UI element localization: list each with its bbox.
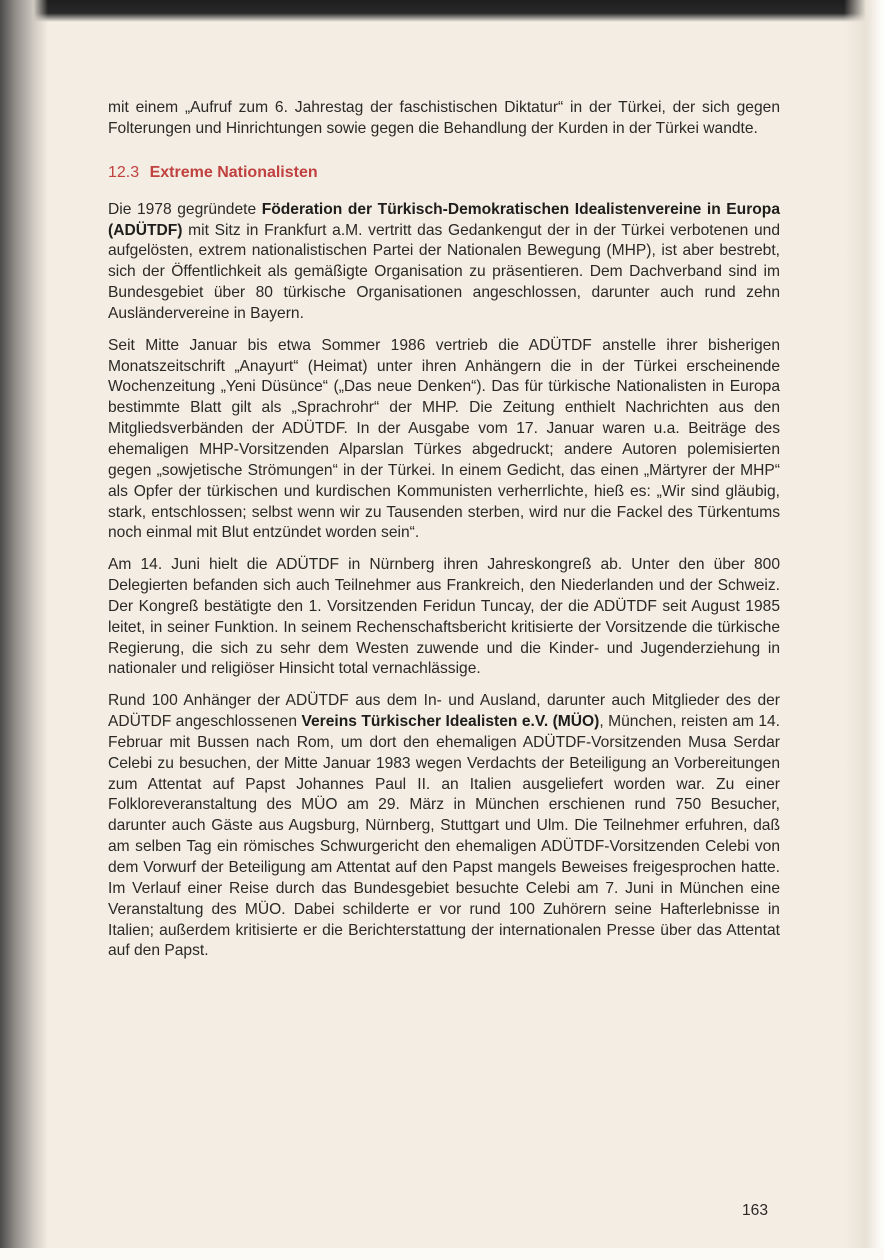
organization-name: Vereins Türkischer Idealisten e.V. (MÜO) [301,713,600,731]
page-body [108,98,780,973]
section-title: Extreme Nationalisten [149,163,318,181]
book-spine-shadow [0,0,48,1260]
page-edge [844,0,884,1260]
scan-bottom-margin [0,1248,884,1260]
paragraph-text: , München, reisten am 14. Februar mit Bussen nach Rom, um dort den ehemaligen ADÜTDF-Vorsitzenden Musa Serdar Celebi zu besuchen, der Mitte Januar 1983 wegen Verdachts der Beteiligung an Vorbereitungen zum Attentat auf Papst Johannes Paul II. an Italien ausgeliefert worden war. Zu einer Folkloreveranstaltung des MÜO am 29. März in München erschienen rund 750 Besucher, darunter auch Gäste aus Augsburg, Nürnberg, Stuttgart und Ulm. Die Teilnehmer erfuhren, daß am selben Tag ein römisches Schwurgericht den ehemaligen ADÜTDF-Vorsitzenden Celebi von dem Vorwurf der Beteiligung am Attentat auf den Papst mangels Beweises freigesprochen hatte. Im Verlauf einer Reise durch das Bundesgebiet besuchte Celebi am 7. Juni in München eine Veranstaltung des MÜO. Dabei schilderte er vor rund 100 Zuhörern seine Hafterlebnisse in Italien; außerdem kritisierte er die Berichterstattung der internationalen Presse über das Attentat auf den Papst. [108,713,780,960]
paragraph-congress: Am 14. Juni hielt die ADÜTDF in Nürnberg ihren Jahreskongreß ab. Unter den über 800 Delegierten befanden sich auch Teilnehmer aus Frankreich, den Niederlanden und der Schweiz. Der Kongreß bestätigte den 1. Vorsitzenden Feridun Tuncay, der die ADÜTDF seit August 1985 leitet, in seiner Funktion. In seinem Rechenschaftsbericht kritisierte der Vorsitzende die türkische Regierung, die sich zu sehr dem Westen zuwende und die Kinder- und Jugenderziehung in nationaler und religiöser Hinsicht total vernachlässige. [108,556,780,678]
intro-paragraph: mit einem „Aufruf zum 6. Jahrestag der faschistischen Diktatur“ in der Türkei, der sich gegen Folterungen und Hinrichtungen sowie gegen die Behandlung der Kurden in der Türkei wandte. [108,99,780,137]
section-heading [108,162,780,184]
paragraph-text: Die 1978 gegründete [108,200,262,218]
section-number: 12.3 [108,163,140,181]
organization-name: Föderation der Türkisch-Demokratischen Idealistenvereine in Europa (ADÜTDF) [108,200,780,239]
paragraph-newspaper: Seit Mitte Januar bis etwa Sommer 1986 vertrieb die ADÜTDF anstelle ihrer bisherigen Monatszeitschrift „Anayurt“ (Heimat) unter ihren Anhängern die in der Türkei erscheinende Wochenzeitung „Yeni Düsünce“ („Das neue Denken“). Das für türkische Nationalisten in Europa bestimmte Blatt gilt als „Sprachrohr“ der MHP. Die Zeitung enthielt Nachrichten aus den Mitgliedsverbänden der ADÜTDF. In der Ausgabe vom 17. Januar waren u.a. Beiträge des ehemaligen MHP-Vorsitzenden Alparslan Türkes abgedruckt; andere Autoren polemisierten gegen „sowjetische Strömungen“ in der Türkei. In einem Gedicht, das einen „Märtyrer der MHP“ als Opfer der türkischen und kurdischen Kommunisten verherrlichte, hieß es: „Wir sind gläubig, stark, entschlossen; selbst wenn wir zu Tausenden sterben, wird nur die Fackel des Türkentums noch einmal mit Blut entzündet worden sein“. [108,336,780,542]
paragraph-text: mit Sitz in Frankfurt a.M. vertritt das Gedankengut der in der Türkei verbotenen und aufgelösten, extrem nationalistischen Partei der Nationalen Bewegung (MHP), ist aber bestrebt, sich der Öffentlichkeit als gemäßigte Organisation zu präsentieren. Dem Dachverband sind im Bundesgebiet über 80 türkische Organisationen angeschlossen, darunter auch rund zehn Ausländervereine in Bayern. [108,221,780,322]
page-number: 163 [742,1202,769,1219]
paragraph-muo [108,691,780,962]
paragraph-adutdf [108,200,780,325]
paragraph-text: Rund 100 Anhänger der ADÜTDF aus dem In- und Ausland, darunter auch Mitglieder des der ADÜTDF angeschlossenen [108,692,780,731]
scan-top-shadow [0,0,884,22]
